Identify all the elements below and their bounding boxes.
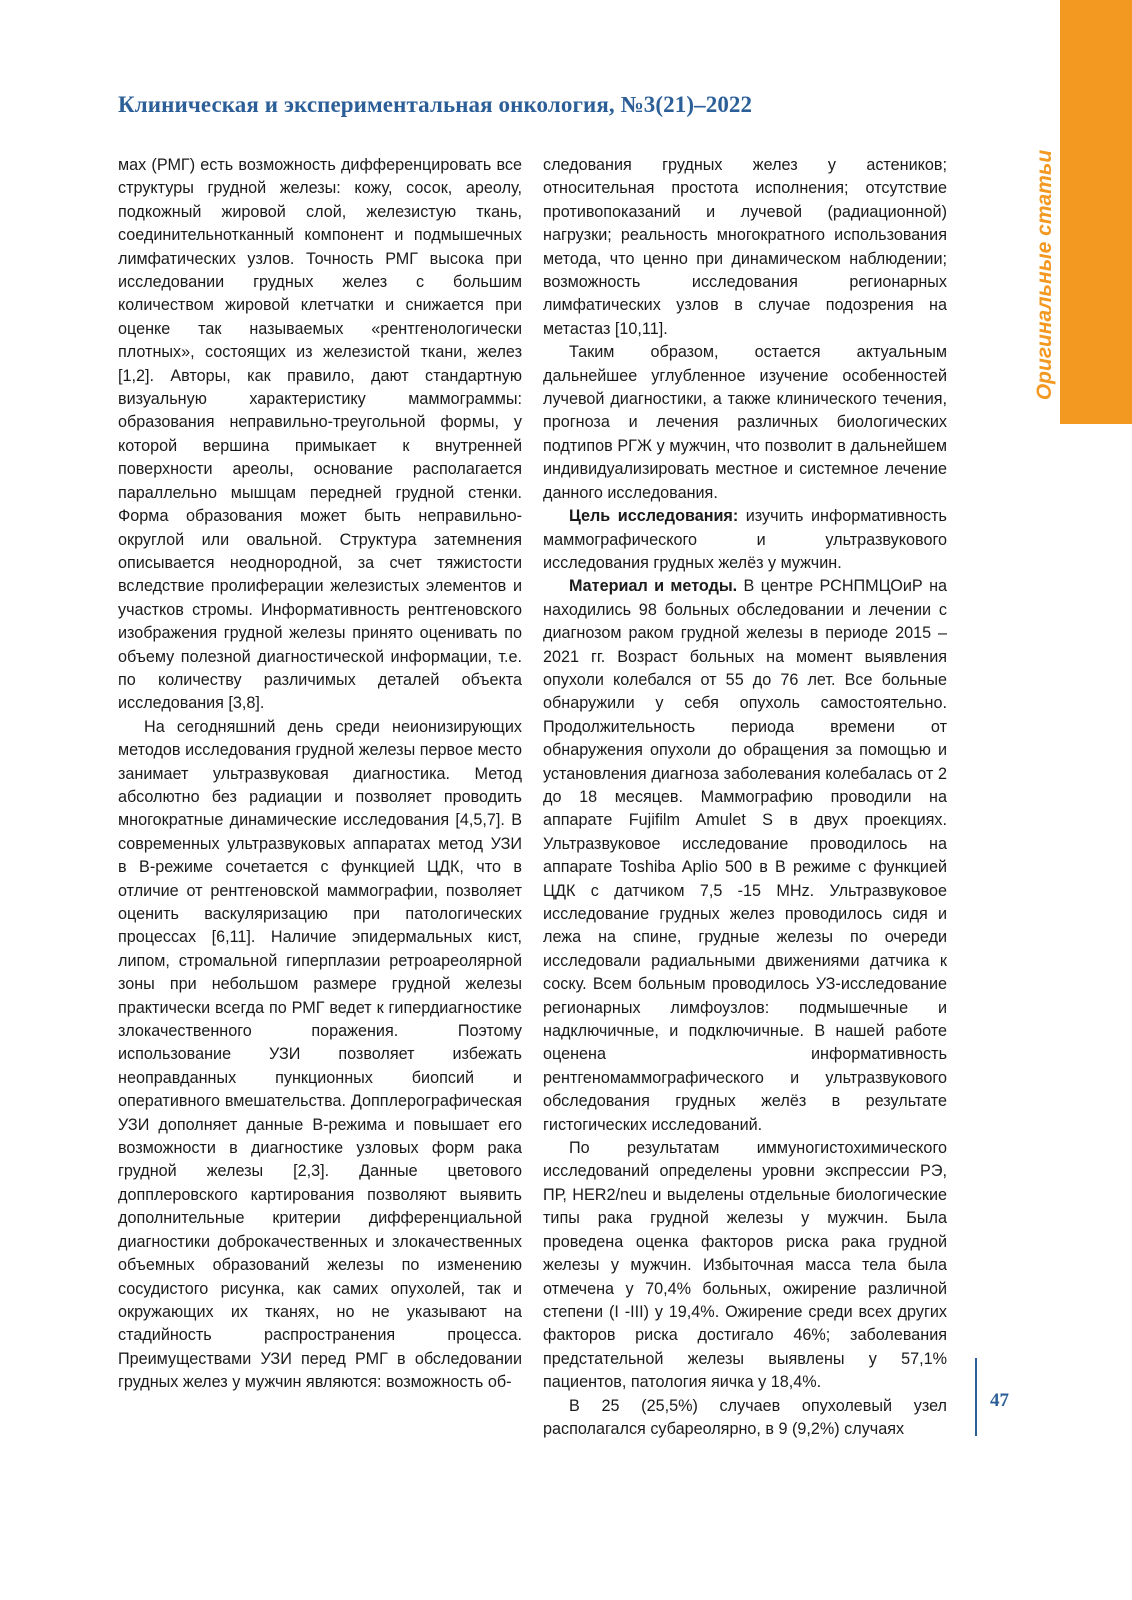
aim-text: изучить информативность маммографического и ультразвукового исследования грудных желёз у мужчин.: [543, 507, 947, 572]
section-label-text: Оригинальные статьи: [1033, 149, 1056, 401]
journal-title: Клиническая и экспериментальная онкология, №3(21)–2022: [118, 92, 753, 117]
methods-text: В центре РСНПМЦОиР на находились 98 больных обследовании и лечении с диагнозом раком грудной железы в периоде 2015 –2021 гг. Возраст больных на момент выявления опухоли колебался от 55 до 76 лет. Все больные обнаружили у себя опухоль самостоятельно. Продолжительность периода времени от обнаружения опухоли до обращения за помощью и установления диагноза заболевания колебалась от 2 до 18 месяцев. Маммографию проводили на аппарате Fujifilm Amulet S в двух проекциях. Ультразвуковое исследование проводилось на аппарате Toshiba Aplio 500 в В режиме с функцией ЦДК с датчиком 7,5 -15 MHz. Ультразвуковое исследование грудных желез проводилось сидя и лежа на спине, грудные железы по очереди исследовали радиальными движениями датчика к соску. Всем больным проводилось УЗ-исследование регионарных лимфоузлов: подмышечные и надключичные, и подключичные. В нашей работе оценена информативность рентгеномаммографического и ультразвукового обследования грудных желёз в результате гистогических исследований.: [543, 577, 948, 1134]
methods-heading: Материал и методы.: [569, 577, 738, 596]
left-column: [118, 154, 522, 1395]
left-paragraph-2: На сегодняшний день среди неионизирующих методов исследования грудной железы первое место занимает ультразвуковая диагностика. Метод абсолютно без радиации и позволяет проводить многократные динамические исследования [4,5,7]. В современных ультразвуковых аппаратах метод УЗИ в В-режиме сочетается с функцией ЦДК, что в отличие от рентгеновской маммографии, позволяет оценить васкуляризацию при патологических процессах [6,11]. Наличие эпидермальных кист, липом, стромальной гиперплазии ретроареолярной зоны при небольшом размере грудной железы практически всегда по РМГ ведет к гипердиагностике злокачественного поражения. Поэтому использование УЗИ позволяет избежать неоправданных пункционных биопсий и оперативного вмешательства. Допплерографическая УЗИ дополняет данные В-режима и повышает его возможности в диагностике узловых форм рака грудной железы [2,3]. Данные цветового допплеровского картирования позволяют выявить дополнительные критерии дифференциальной диагностики доброкачественных и злокачественных объемных образований железы по изменению сосудистого рисунка, как самих опухолей, так и окружающих их тканях, но не указывают на стадийность распространения процесса. Преимуществами УЗИ перед РМГ в обследовании грудных желез у мужчин являются: возможность об-: [118, 717, 522, 1392]
right-paragraph-methods: [543, 575, 947, 1137]
right-paragraph-aim: [543, 505, 947, 575]
right-paragraph-5: По результатам иммуногистохимического исследований определены уровни экспрессии РЭ, ПР, HER2/neu и выделены отдельные биологические типы рака грудной железы у мужчин. Была проведена оценка факторов риска рака грудной железы у мужчин. Избыточная масса тела была отмечена у 70,4% больных, ожирение различной степени (I -III) у 19,4%. Ожирение среди всех других факторов риска достигало 46%; заболевания предстательной железы выявлены у 57,1% пациентов, патология яичка у 18,4%.: [543, 1139, 947, 1392]
left-paragraph-1: мах (РМГ) есть возможность дифференцировать все структуры грудной железы: кожу, сосок, ареолу, подкожный жировой слой, железистую ткань, соединительнотканный компонент и подмышечных лимфатических узлов. Точность РМГ высока при исследовании грудных желез с большим количеством жировой клетчатки и снижается при оценке так называемых «рентгенологически плотных», состоящих из железистой ткани, желез [1,2]. Авторы, как правило, дают стандартную визуальную характеристику маммограммы: образования неправильно-треугольной формы, у которой вершина примыкает к внутренней поверхности ареолы, основание располагается параллельно мышцам передней грудной стенки. Форма образования может быть неправильно-округлой или овальной. Структура затемнения описывается неоднородной, за счет тяжистости вследствие пролиферации железистых элементов и участков стромы. Информативность рентгеновского изображения грудной железы принято оценивать по объему полезной диагностической информации, т.е. по количеству различимых деталей объекта исследования [3,8].: [118, 156, 522, 713]
right-paragraph-1: следования грудных желез у астеников; относительная простота исполнения; отсутствие противопоказаний и лучевой (радиационной) нагрузки; реальность многократного использования метода, что ценно при динамическом наблюдении; возможность исследования регионарных лимфатических узлов в случае подозрения на метастаз [10,11].: [543, 156, 947, 338]
right-column: [543, 154, 947, 1441]
section-label: [1030, 150, 1060, 400]
page-number-rule: [975, 1358, 977, 1436]
page-number: 47: [990, 1390, 1009, 1411]
right-paragraph-2: Таким образом, остается актуальным дальнейшее углубленное изучение особенностей лучевой диагностики, а также клинического течения, прогноза и лечения различных биологических подтипов РГЖ у мужчин, что позволит в дальнейшем индивидуализировать местное и системное лечение данного исследования.: [543, 343, 947, 502]
aim-heading: Цель исследования:: [569, 507, 739, 526]
right-paragraph-6: В 25 (25,5%) случаев опухолевый узел располагался субареолярно, в 9 (9,2%) случаях: [543, 1396, 947, 1438]
section-color-tab: [1060, 0, 1132, 424]
